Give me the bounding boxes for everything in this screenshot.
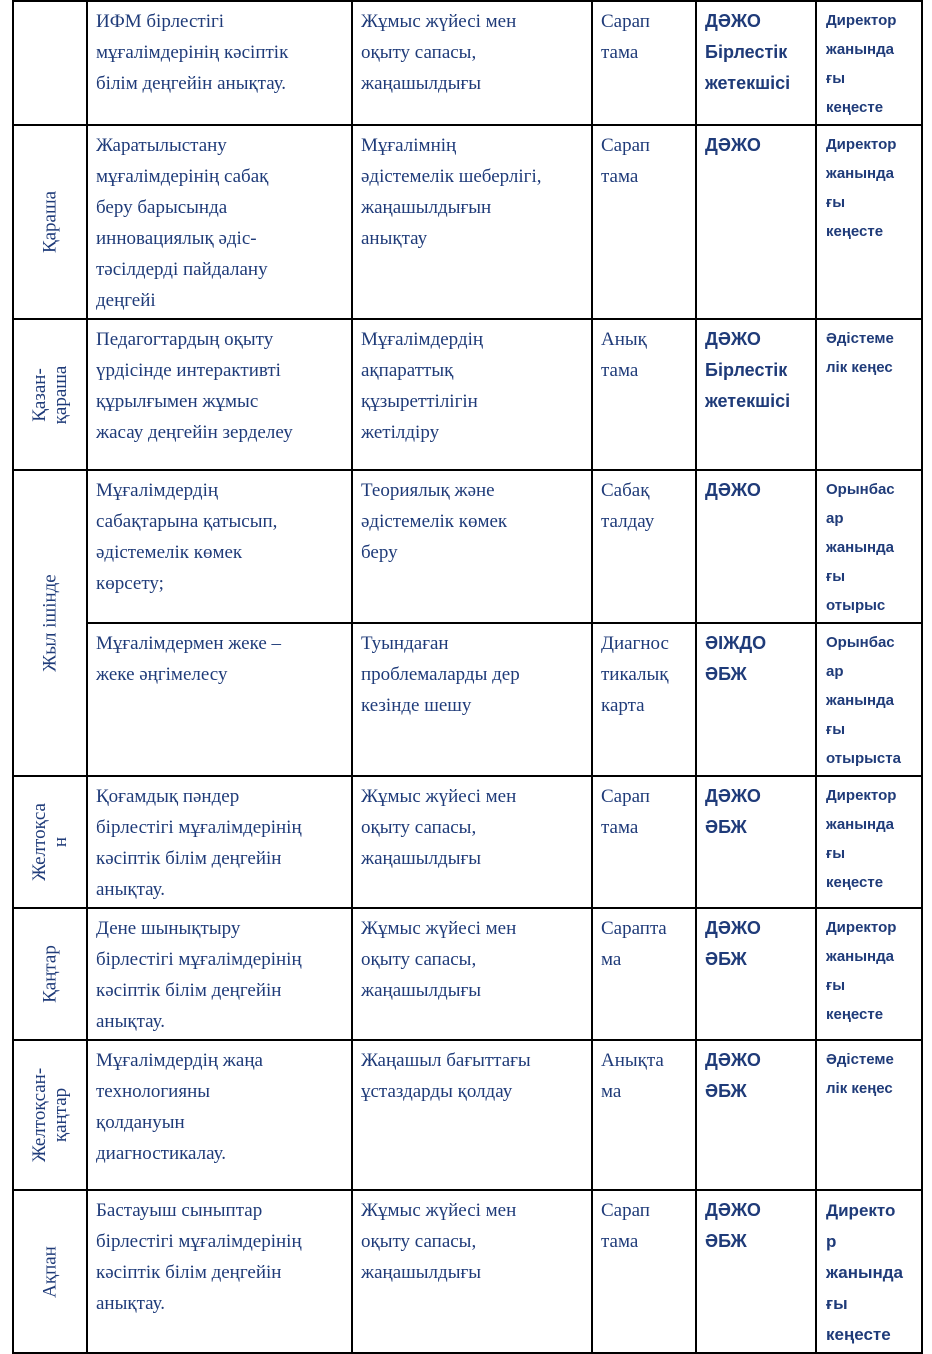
- cell-text-line: ДӘЖО: [705, 135, 761, 155]
- cell-text-line: жаңашылдығы: [361, 980, 482, 1001]
- cell-text-line: Директор: [826, 136, 897, 153]
- cell-text-line: ДӘЖО: [705, 786, 761, 806]
- cell-text-line: анықтау.: [96, 1011, 165, 1032]
- cell-text-line: оқыту сапасы,: [361, 1231, 477, 1252]
- cell-text-line: бірлестігі мұғалімдерінің: [96, 1231, 302, 1252]
- cell-text-line: жанында: [826, 539, 894, 556]
- cell-text-line: Мұғалімдердің: [96, 480, 219, 501]
- cell-text-line: ДӘЖО: [705, 1200, 761, 1220]
- cell-text-line: тама: [601, 360, 639, 381]
- cell-text-line: Сарап: [601, 135, 650, 156]
- topic-cell: [87, 1040, 352, 1190]
- topic-cell: [87, 1, 352, 125]
- month-label: [40, 191, 61, 253]
- month-cell: [13, 470, 87, 776]
- cell-text-line: сабақтарына қатысып,: [96, 511, 278, 532]
- cell-text-line: ғы: [826, 568, 846, 585]
- review-place-cell: [816, 470, 922, 623]
- responsible-cell: [696, 470, 816, 623]
- purpose-cell: [352, 1040, 592, 1190]
- cell-text-line: жанында: [826, 948, 894, 965]
- cell-text-line: тикалық: [601, 664, 669, 685]
- form-cell: [592, 125, 696, 319]
- table-row: [13, 623, 922, 776]
- cell-text-line: әдістемелік көмек: [361, 511, 508, 532]
- month-cell: [13, 1190, 87, 1353]
- cell-text-line: Қаңтар: [39, 945, 61, 1003]
- cell-text-line: Директор: [826, 787, 897, 804]
- month-label: [40, 574, 61, 671]
- cell-text-line: кеңесте: [826, 99, 884, 116]
- cell-text-line: Ақпан: [39, 1245, 61, 1298]
- table-row: [13, 319, 922, 470]
- cell-text-line: ұстаздарды қолдау: [361, 1081, 513, 1102]
- responsible-cell: [696, 776, 816, 908]
- responsible-cell: [696, 1190, 816, 1353]
- cell-text-line: жанында: [826, 41, 894, 58]
- cell-text-line: Жұмыс жүйесі мен: [361, 918, 517, 939]
- cell-text-line: жетекшісі: [705, 391, 791, 411]
- table-row: [13, 125, 922, 319]
- cell-text-line: деңгейі: [96, 290, 156, 311]
- cell-text-line: Орынбас: [826, 634, 895, 651]
- cell-text-line: Сабақ: [601, 480, 650, 501]
- cell-text-line: ғы: [826, 70, 846, 87]
- cell-text-line: оқыту сапасы,: [361, 42, 477, 63]
- cell-text-line: ғы: [826, 1294, 848, 1313]
- month-cell: [13, 776, 87, 908]
- cell-text-line: әдістемелік көмек: [96, 542, 243, 563]
- cell-text-line: ӘБЖ: [705, 817, 747, 837]
- cell-text-line: білім деңгейін анықтау.: [96, 73, 287, 94]
- cell-text-line: Теориялық және: [361, 480, 495, 501]
- review-place-cell: [816, 125, 922, 319]
- topic-cell: [87, 1190, 352, 1353]
- cell-text-line: жаңашылдығы: [361, 848, 482, 869]
- cell-text-line: ӘБЖ: [705, 1231, 747, 1251]
- purpose-cell: [352, 776, 592, 908]
- cell-text-line: ғы: [826, 845, 846, 862]
- cell-text-line: Анықта: [601, 1050, 664, 1071]
- cell-text-line: Әдістеме: [826, 330, 894, 347]
- cell-text-line: жаңашылдығы: [361, 1262, 482, 1283]
- cell-text-line: анықтау.: [96, 1293, 165, 1314]
- cell-text-line: Бастауыш сыныптар: [96, 1200, 263, 1221]
- cell-text-line: Жұмыс жүйесі мен: [361, 11, 517, 32]
- responsible-cell: [696, 1040, 816, 1190]
- cell-text-line: технологияны: [96, 1081, 211, 1102]
- cell-text-line: әдістемелік шеберлігі,: [361, 166, 542, 187]
- month-label: [29, 1068, 71, 1162]
- cell-text-line: жетілдіру: [361, 422, 440, 443]
- cell-text-line: Директор: [826, 12, 897, 29]
- form-cell: [592, 1190, 696, 1353]
- cell-text-line: жасау деңгейін зерделеу: [96, 422, 293, 443]
- responsible-cell: [696, 908, 816, 1040]
- month-label: [29, 803, 71, 881]
- month-label: [29, 365, 71, 424]
- responsible-cell: [696, 319, 816, 470]
- cell-text-line: отырыс: [826, 597, 886, 614]
- cell-text-line: р: [826, 1232, 837, 1251]
- cell-text-line: ДӘЖО: [705, 480, 761, 500]
- cell-text-line: ар: [826, 510, 844, 527]
- cell-text-line: Педагогтардың оқыту: [96, 329, 274, 350]
- cell-text-line: Мұғалімдердің: [361, 329, 484, 350]
- document-sheet: [12, 0, 921, 1354]
- purpose-cell: [352, 1190, 592, 1353]
- form-cell: [592, 1040, 696, 1190]
- month-cell: [13, 1040, 87, 1190]
- table-row: [13, 470, 922, 623]
- review-place-cell: [816, 623, 922, 776]
- cell-text-line: анықтау.: [96, 879, 165, 900]
- cell-text-line: ДӘЖО: [705, 918, 761, 938]
- review-place-cell: [816, 776, 922, 908]
- cell-text-line: ғы: [826, 977, 846, 994]
- cell-text-line: анықтау: [361, 228, 428, 249]
- cell-text-line: жанында: [826, 692, 894, 709]
- cell-text-line: талдау: [601, 511, 655, 532]
- cell-text-line: Қазан-: [29, 367, 50, 422]
- cell-text-line: Қоғамдық пәндер: [96, 786, 240, 807]
- cell-text-line: мұғалімдерінің кәсіптік: [96, 42, 289, 63]
- cell-text-line: көрсету;: [96, 573, 164, 594]
- cell-text-line: мұғалімдерінің сабақ: [96, 166, 269, 187]
- cell-text-line: Сараптa: [601, 918, 667, 939]
- cell-text-line: Диагнос: [601, 633, 669, 654]
- cell-text-line: жетекшісі: [705, 73, 791, 93]
- cell-text-line: инновациялық әдіс-: [96, 228, 257, 249]
- purpose-cell: [352, 125, 592, 319]
- topic-cell: [87, 319, 352, 470]
- cell-text-line: кеңесте: [826, 1325, 891, 1344]
- month-cell: [13, 125, 87, 319]
- cell-text-line: Орынбас: [826, 481, 895, 498]
- cell-text-line: ДӘЖО: [705, 329, 761, 349]
- cell-text-line: Желтоқсан-: [29, 1067, 50, 1163]
- cell-text-line: кәсіптік білім деңгейін: [96, 1262, 282, 1283]
- topic-cell: [87, 623, 352, 776]
- cell-text-line: Мұғалімдердің жаңа: [96, 1050, 263, 1071]
- cell-text-line: ма: [601, 1081, 622, 1102]
- cell-text-line: карта: [601, 695, 645, 716]
- form-cell: [592, 908, 696, 1040]
- cell-text-line: ӘІЖДО: [705, 633, 767, 653]
- cell-text-line: Директор: [826, 919, 897, 936]
- cell-text-line: кеңесте: [826, 874, 884, 891]
- form-cell: [592, 1, 696, 125]
- review-place-cell: [816, 1190, 922, 1353]
- responsible-cell: [696, 1, 816, 125]
- cell-text-line: ӘБЖ: [705, 1081, 747, 1101]
- table-row: [13, 1, 922, 125]
- cell-text-line: жанында: [826, 816, 894, 833]
- cell-text-line: Жаңашыл бағыттағы: [361, 1050, 531, 1071]
- cell-text-line: диагностикалау.: [96, 1143, 226, 1164]
- cell-text-line: кәсіптік білім деңгейін: [96, 848, 282, 869]
- month-cell: [13, 908, 87, 1040]
- cell-text-line: ғы: [826, 721, 846, 738]
- month-cell: [13, 1, 87, 125]
- cell-text-line: тама: [601, 1231, 639, 1252]
- cell-text-line: Желтоқса: [29, 803, 50, 881]
- cell-text-line: қараша: [50, 365, 71, 424]
- cell-text-line: Жұмыс жүйесі мен: [361, 1200, 517, 1221]
- cell-text-line: бірлестігі мұғалімдерінің: [96, 949, 302, 970]
- month-cell: [13, 319, 87, 470]
- form-cell: [592, 776, 696, 908]
- cell-text-line: лік кеңес: [826, 1080, 893, 1097]
- cell-text-line: Жұмыс жүйесі мен: [361, 786, 517, 807]
- topic-cell: [87, 470, 352, 623]
- cell-text-line: Қараша: [39, 190, 61, 254]
- review-place-cell: [816, 1, 922, 125]
- cell-text-line: тама: [601, 166, 639, 187]
- cell-text-line: тама: [601, 817, 639, 838]
- cell-text-line: ДӘЖО: [705, 11, 761, 31]
- cell-text-line: Туындаған: [361, 633, 449, 654]
- cell-text-line: тама: [601, 42, 639, 63]
- cell-text-line: оқыту сапасы,: [361, 949, 477, 970]
- form-cell: [592, 319, 696, 470]
- table-row: [13, 1190, 922, 1353]
- topic-cell: [87, 125, 352, 319]
- cell-text-line: жаңашылдығын: [361, 197, 492, 218]
- cell-text-line: беру: [361, 542, 398, 563]
- month-label: [40, 945, 61, 1003]
- cell-text-line: проблемаларды дер: [361, 664, 520, 685]
- cell-text-line: оқыту сапасы,: [361, 817, 477, 838]
- cell-text-line: ӘБЖ: [705, 664, 747, 684]
- cell-text-line: беру барысында: [96, 197, 228, 218]
- topic-cell: [87, 908, 352, 1040]
- form-cell: [592, 623, 696, 776]
- cell-text-line: Жыл ішінде: [39, 574, 61, 672]
- cell-text-line: Дене шынықтыру: [96, 918, 241, 939]
- cell-text-line: ӘБЖ: [705, 949, 747, 969]
- review-place-cell: [816, 1040, 922, 1190]
- table-row: [13, 1040, 922, 1190]
- responsible-cell: [696, 125, 816, 319]
- cell-text-line: ғы: [826, 194, 846, 211]
- cell-text-line: отырыста: [826, 750, 901, 767]
- cell-text-line: Жаратылыстану: [96, 135, 227, 156]
- cell-text-line: ИФМ бірлестігі: [96, 11, 225, 32]
- purpose-cell: [352, 1, 592, 125]
- cell-text-line: жанында: [826, 165, 894, 182]
- cell-text-line: Әдістеме: [826, 1051, 894, 1068]
- purpose-cell: [352, 470, 592, 623]
- cell-text-line: жанында: [826, 1263, 904, 1282]
- cell-text-line: кәсіптік білім деңгейін: [96, 980, 282, 1001]
- purpose-cell: [352, 908, 592, 1040]
- cell-text-line: н: [50, 836, 71, 848]
- cell-text-line: кеңесте: [826, 223, 884, 240]
- cell-text-line: ар: [826, 663, 844, 680]
- responsible-cell: [696, 623, 816, 776]
- cell-text-line: Анық: [601, 329, 647, 350]
- cell-text-line: бірлестігі мұғалімдерінің: [96, 817, 302, 838]
- cell-text-line: кеңесте: [826, 1006, 884, 1023]
- cell-text-line: жаңашылдығы: [361, 73, 482, 94]
- purpose-cell: [352, 319, 592, 470]
- month-label: [40, 1246, 61, 1298]
- cell-text-line: тәсілдерді пайдалану: [96, 259, 268, 280]
- cell-text-line: құрылғымен жұмыс: [96, 391, 259, 412]
- cell-text-line: Мұғалімнің: [361, 135, 457, 156]
- cell-text-line: Сарап: [601, 1200, 650, 1221]
- cell-text-line: Сарап: [601, 786, 650, 807]
- cell-text-line: ДӘЖО: [705, 1050, 761, 1070]
- form-cell: [592, 470, 696, 623]
- cell-text-line: қолдануын: [96, 1112, 185, 1133]
- review-place-cell: [816, 908, 922, 1040]
- table-row: [13, 908, 922, 1040]
- review-place-cell: [816, 319, 922, 470]
- cell-text-line: құзыреттілігін: [361, 391, 478, 412]
- cell-text-line: ақпараттық: [361, 360, 454, 381]
- cell-text-line: кезінде шешу: [361, 695, 472, 716]
- topic-cell: [87, 776, 352, 908]
- cell-text-line: Сарап: [601, 11, 650, 32]
- cell-text-line: Бірлестік: [705, 42, 788, 62]
- cell-text-line: Директо: [826, 1201, 896, 1220]
- cell-text-line: лік кеңес: [826, 359, 893, 376]
- purpose-cell: [352, 623, 592, 776]
- control-plan-table: [12, 0, 923, 1354]
- table-row: [13, 776, 922, 908]
- cell-text-line: жеке әңгімелесу: [96, 664, 228, 685]
- cell-text-line: үрдісінде интерактивті: [96, 360, 281, 381]
- cell-text-line: ма: [601, 949, 622, 970]
- cell-text-line: Бірлестік: [705, 360, 788, 380]
- cell-text-line: Мұғалімдермен жеке –: [96, 633, 282, 654]
- cell-text-line: қаңтар: [50, 1087, 71, 1143]
